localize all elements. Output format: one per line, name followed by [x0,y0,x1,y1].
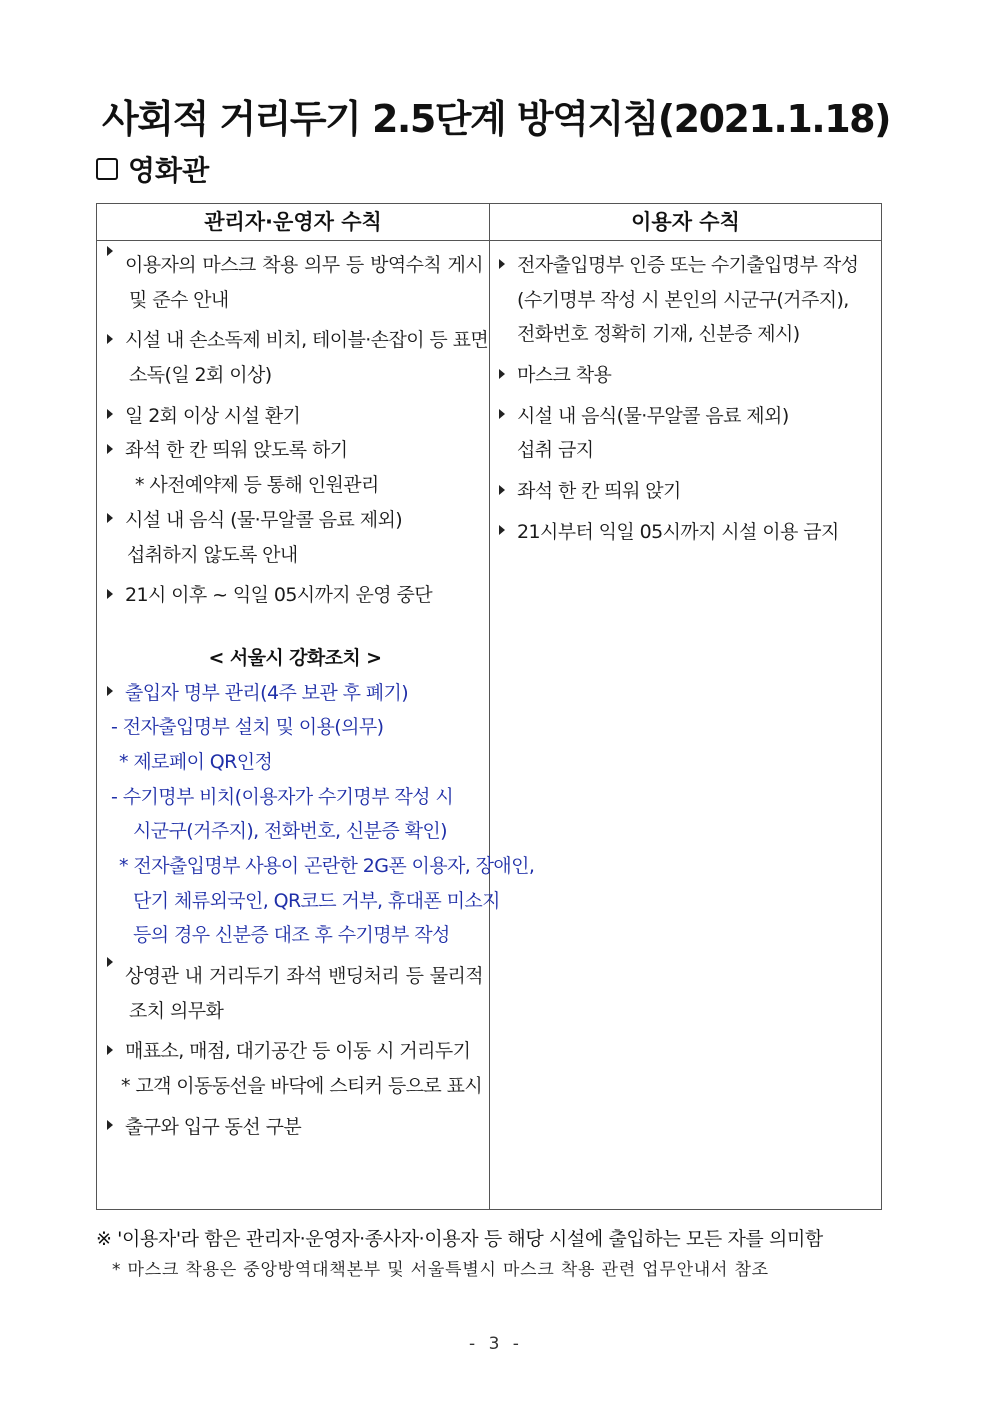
list-item: 시군구(거주지), 전화번호, 신분증 확인) [133,820,447,843]
triangle-bullet-icon [107,1045,113,1055]
list-item: 단기 체류외국인, QR코드 거부, 휴대폰 미소지 [133,889,500,912]
list-item: 전화번호 정확히 기재, 신분증 제시) [517,323,800,346]
triangle-bullet-icon [499,259,505,269]
list-item: - 전자출입명부 설치 및 이용(의무) [111,716,384,739]
footnote-user-definition: ※ '이용자'라 함은 관리자·운영자·종사자·이용자 등 해당 시설에 출입하는 모든 자를 의미함 [96,1228,823,1250]
triangle-bullet-icon [499,485,505,495]
section-heading [96,152,209,186]
manager-rules-column [107,248,535,1145]
list-item: 시설 내 손소독제 비치, 테이블·손잡이 등 표면 [107,323,483,358]
triangle-bullet-icon [499,525,505,535]
list-item: 소독(일 2회 이상) [129,364,272,387]
seoul-measures-heading: < 서울시 강화조치 > [208,646,382,669]
list-item: 상영관 내 거리두기 좌석 밴딩처리 등 물리적 [107,959,483,994]
list-item: 시설 내 음식 (물·무알콜 음료 제외) [107,503,483,538]
list-item: * 제로페이 QR인정 [119,750,273,773]
list-item: 이용자의 마스크 착용 의무 등 방역수칙 게시 [107,248,483,283]
header-manager-rules: 관리자·운영자 수칙 [204,210,382,234]
triangle-bullet-icon [107,957,113,967]
footnote-mask-reference: * 마스크 착용은 중앙방역대책본부 및 서울특별시 마스크 착용 관련 업무안내서 참조 [112,1260,769,1280]
list-item: 시설 내 음식(물·무알콜 음료 제외) [499,399,871,434]
triangle-bullet-icon [107,246,113,256]
list-item: 및 준수 안내 [129,288,229,311]
triangle-bullet-icon [107,1120,113,1130]
list-item: (수기명부 작성 시 본인의 시군구(거주지), [517,288,849,311]
triangle-bullet-icon [107,444,113,454]
list-item: 조치 의무화 [129,999,224,1022]
list-item: 좌석 한 칸 띄워 앉도록 하기 [107,433,483,468]
list-item: 일 2회 이상 시설 환기 [107,399,483,434]
user-rules-column [499,248,871,550]
list-item: 섭취 금지 [517,439,594,462]
list-item: 좌석 한 칸 띄워 앉기 [499,474,871,509]
table-header-row [97,204,881,241]
triangle-bullet-icon [107,513,113,523]
list-item: * 전자출입명부 사용이 곤란한 2G폰 이용자, 장애인, [119,855,535,877]
triangle-bullet-icon [499,409,505,419]
triangle-bullet-icon [107,334,113,344]
list-item: - 수기명부 비치(이용자가 수기명부 작성 시 [111,785,454,808]
column-divider [489,204,490,1209]
list-item: * 사전예약제 등 통해 인원관리 [135,474,379,497]
list-item: 출입자 명부 관리(4주 보관 후 폐기) [107,676,483,711]
section-title: 영화관 [128,154,210,187]
triangle-bullet-icon [499,369,505,379]
list-item: 등의 경우 신분증 대조 후 수기명부 작성 [133,924,450,947]
list-item: 출구와 입구 동선 구분 [107,1110,483,1145]
list-item: 21시 이후 ~ 익일 05시까지 운영 중단 [107,578,483,613]
triangle-bullet-icon [107,589,113,599]
guideline-table [96,203,882,1210]
list-item: * 고객 이동동선을 바닥에 스티커 등으로 표시 [121,1075,483,1098]
checkbox-icon [96,158,118,180]
list-item: 21시부터 익일 05시까지 시설 이용 금지 [499,515,871,550]
page-number: - 3 - [469,1334,523,1354]
list-item: 섭취하지 않도록 안내 [127,543,298,566]
triangle-bullet-icon [107,686,113,696]
list-item: 전자출입명부 인증 또는 수기출입명부 작성 [499,248,871,283]
page-title: 사회적 거리두기 2.5단계 방역지침(2021.1.18) [102,97,890,141]
list-item: 매표소, 매점, 대기공간 등 이동 시 거리두기 [107,1034,483,1069]
header-user-rules: 이용자 수칙 [631,210,740,234]
triangle-bullet-icon [107,409,113,419]
list-item: 마스크 착용 [499,358,871,393]
